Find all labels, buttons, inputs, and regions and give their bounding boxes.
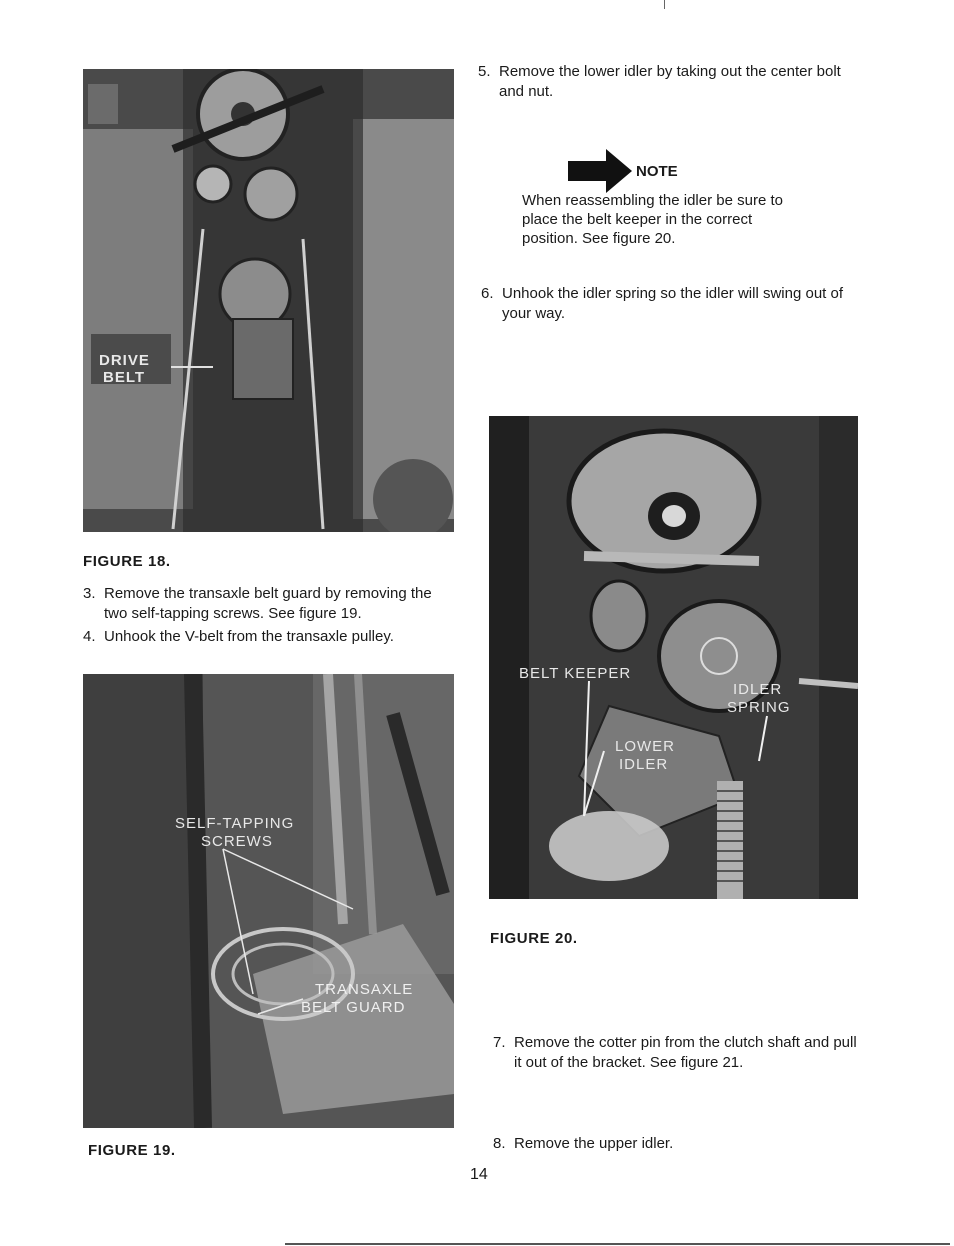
step-number: 3. [83, 585, 96, 602]
page-number: 14 [470, 1166, 488, 1183]
label-belt-keeper: BELT KEEPER [519, 665, 632, 682]
step-text: Unhook the V-belt from the transaxle pulley. [104, 628, 394, 645]
step-number: 8. [493, 1135, 506, 1152]
step-3 [83, 584, 458, 624]
figure-20-drawing [489, 416, 858, 899]
arrow-right-icon [568, 149, 632, 193]
label-transaxle: TRANSAXLE [315, 981, 414, 998]
step-7 [493, 1033, 863, 1073]
label-spring: SPRING [727, 699, 791, 716]
step-number: 6. [481, 285, 494, 302]
figure-19-drawing [83, 674, 454, 1128]
step-text: Remove the lower idler by taking out the center bolt and nut. [499, 63, 841, 100]
step-number: 5. [478, 63, 491, 80]
label-idler-upper: IDLER [733, 681, 783, 698]
figure-18-photo [83, 69, 454, 532]
figure-18-drawing [83, 69, 454, 532]
note-text: When reassembling the idler be sure to place the belt keeper in the correct position. See figure 20. [522, 192, 783, 247]
step-8 [493, 1134, 863, 1154]
label-self-tapping: SELF-TAPPING [175, 815, 295, 832]
step-text: Remove the transaxle belt guard by removing the two self-tapping screws. See figure 19. [104, 585, 432, 622]
step-6 [481, 284, 856, 324]
label-belt: BELT [103, 369, 146, 386]
crop-mark [664, 0, 665, 9]
step-number: 7. [493, 1034, 506, 1051]
step-text: Remove the upper idler. [514, 1135, 674, 1152]
figure-20-photo [489, 416, 858, 899]
figure-19-photo [83, 674, 454, 1128]
step-text: Remove the cotter pin from the clutch shaft and pull it out of the bracket. See figure 21. [514, 1034, 857, 1071]
label-screws: SCREWS [201, 833, 273, 850]
note-title: NOTE [636, 163, 678, 180]
figure-20-caption: FIGURE 20. [490, 930, 578, 947]
label-idler-lower: IDLER [619, 756, 669, 773]
figure-19-caption: FIGURE 19. [88, 1142, 176, 1159]
label-belt-guard: BELT GUARD [301, 999, 406, 1016]
label-lower: LOWER [615, 738, 676, 755]
figure-18-caption: FIGURE 18. [83, 553, 171, 570]
bottom-rule [285, 1243, 950, 1245]
step-5 [478, 62, 850, 102]
step-text: Unhook the idler spring so the idler will swing out of your way. [502, 285, 844, 322]
step-number: 4. [83, 628, 96, 645]
step-4 [83, 627, 458, 647]
label-drive: DRIVE [99, 352, 150, 369]
